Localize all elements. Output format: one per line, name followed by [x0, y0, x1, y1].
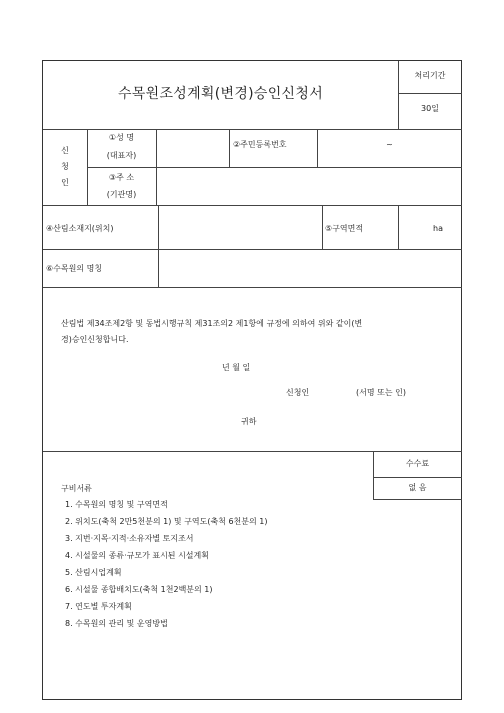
- divider-fee: [373, 477, 462, 478]
- application-form: [42, 60, 462, 700]
- fee-value: 없 음: [408, 483, 427, 492]
- document-item-1: 1. 수목원의 명칭 및 구역면적: [65, 500, 168, 509]
- forest-location-label: ④산림소재지(위치): [46, 224, 114, 233]
- name-label: ①성 명: [108, 133, 135, 142]
- document-item-5: 5. 산림시업계획: [65, 568, 122, 577]
- divider-name: [87, 167, 462, 168]
- divider-name-col: [229, 129, 230, 167]
- address-sub-label: (기관명): [106, 190, 137, 199]
- document-item-8: 8. 수목원의 관리 및 운영방법: [65, 619, 168, 628]
- date-line: 년 월 일: [222, 363, 251, 372]
- document-item-4: 4. 시설물의 종류·규모가 표시된 시설계획: [65, 551, 209, 560]
- applicant-label-2: 청: [61, 162, 69, 171]
- divider-label-col: [156, 129, 157, 205]
- resident-number-label: ②주민등록번호: [233, 140, 287, 149]
- area-unit: ha: [433, 224, 443, 233]
- document-item-6: 6. 시설물 종합배치도(축척 1천2백분의 1): [65, 585, 213, 594]
- divider-area-value-col: [398, 205, 399, 249]
- addressee: 귀하: [241, 417, 257, 426]
- divider-fee-bottom: [373, 499, 462, 500]
- applicant-label-3: 인: [61, 178, 69, 187]
- divider-location-col: [158, 205, 159, 287]
- sign-note: (서명 또는 인): [356, 388, 406, 397]
- divider-address: [43, 205, 462, 206]
- statement-line-1: 산림법 제34조제2항 및 동법시행규칙 제31조의2 제1항에 규정에 의하여 위와 같이(변: [61, 319, 363, 328]
- divider-statement: [43, 451, 462, 452]
- divider-area-col: [322, 205, 323, 249]
- area-label: ⑤구역면적: [325, 224, 364, 233]
- divider-arboretum: [43, 287, 462, 288]
- address-label: ③주 소: [108, 173, 135, 182]
- documents-title: 구비서류: [61, 484, 92, 493]
- resident-number-value: ~: [386, 140, 393, 149]
- applicant-sign-label: 신청인: [286, 388, 310, 397]
- statement-line-2: 경)승인신청합니다.: [61, 335, 129, 344]
- fee-label: 수수료: [405, 459, 430, 468]
- divider-period: [398, 93, 462, 94]
- processing-period-value: 30일: [421, 104, 439, 113]
- document-item-2: 2. 위치도(축척 2만5천분의 1) 및 구역도(축척 6천분의 1): [65, 517, 268, 526]
- arboretum-name-label: ⑥수목원의 명칭: [46, 264, 103, 273]
- applicant-label-1: 신: [61, 146, 69, 155]
- name-sub-label: (대표자): [106, 151, 137, 160]
- form-title: 수목원조성계획(변경)승인신청서: [117, 86, 324, 102]
- processing-period-label: 처리기간: [414, 71, 446, 80]
- document-item-3: 3. 지번·지목·지적·소유자별 토지조서: [65, 534, 194, 543]
- divider-title: [43, 129, 462, 130]
- divider-location: [43, 249, 462, 250]
- document-item-7: 7. 연도별 투자계획: [65, 602, 132, 611]
